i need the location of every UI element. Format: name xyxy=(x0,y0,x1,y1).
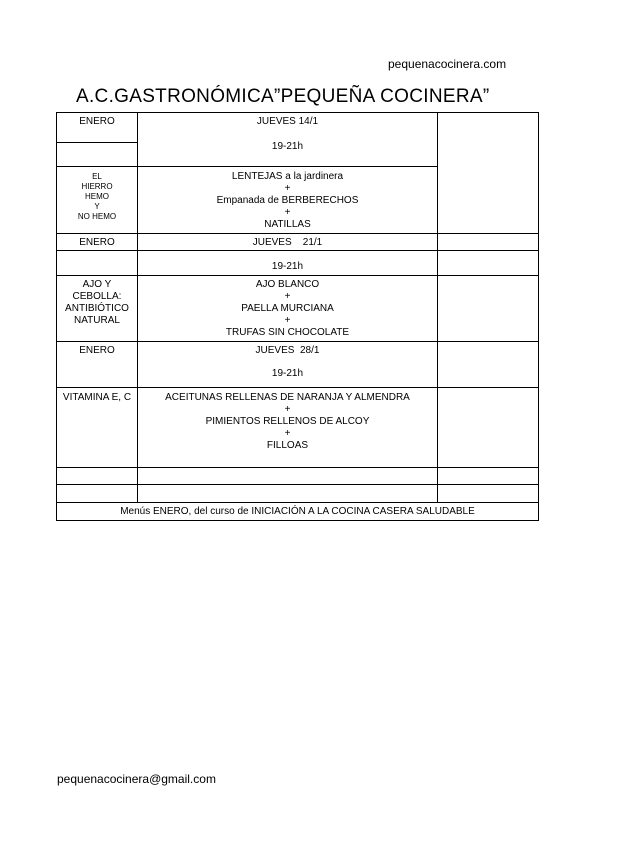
website-url: pequenacocinera.com xyxy=(388,57,507,71)
month-label: ENERO xyxy=(79,237,115,248)
nutrition-topic: AJO Y CEBOLLA: ANTIBIÓTICO NATURAL xyxy=(65,279,129,326)
class-time: 19-21h xyxy=(271,261,304,272)
class-time: 19-21h xyxy=(271,141,304,152)
month-label: ENERO xyxy=(79,116,115,127)
menu-dishes: LENTEJAS a la jardinera + Empanada de BERBERECHOS + NATILLAS xyxy=(216,171,359,230)
class-day: JUEVES 21/1 xyxy=(252,237,323,248)
class-time: 19-21h xyxy=(271,368,304,379)
class-day: JUEVES 28/1 xyxy=(255,345,320,356)
nutrition-topic: VITAMINA E, C xyxy=(62,392,132,403)
nutrition-topic: EL HIERRO HEMO Y NO HEMO xyxy=(77,172,117,221)
contact-email[interactable]: pequenacocinera@gmail.com xyxy=(57,772,216,786)
page-title: A.C.GASTRONÓMICA”PEQUEÑA COCINERA” xyxy=(76,86,490,107)
table-footer-caption: Menús ENERO, del curso de INICIACIÓN A LA COCINA CASERA SALUDABLE xyxy=(120,506,475,517)
class-day: JUEVES 14/1 xyxy=(256,116,319,127)
menu-dishes: AJO BLANCO + PAELLA MURCIANA + TRUFAS SIN CHOCOLATE xyxy=(225,279,350,338)
month-label: ENERO xyxy=(79,345,115,356)
menu-dishes: ACEITUNAS RELLENAS DE NARANJA Y ALMENDRA + PIMIENTOS RELLENOS DE ALCOY + FILLOAS xyxy=(165,392,410,451)
